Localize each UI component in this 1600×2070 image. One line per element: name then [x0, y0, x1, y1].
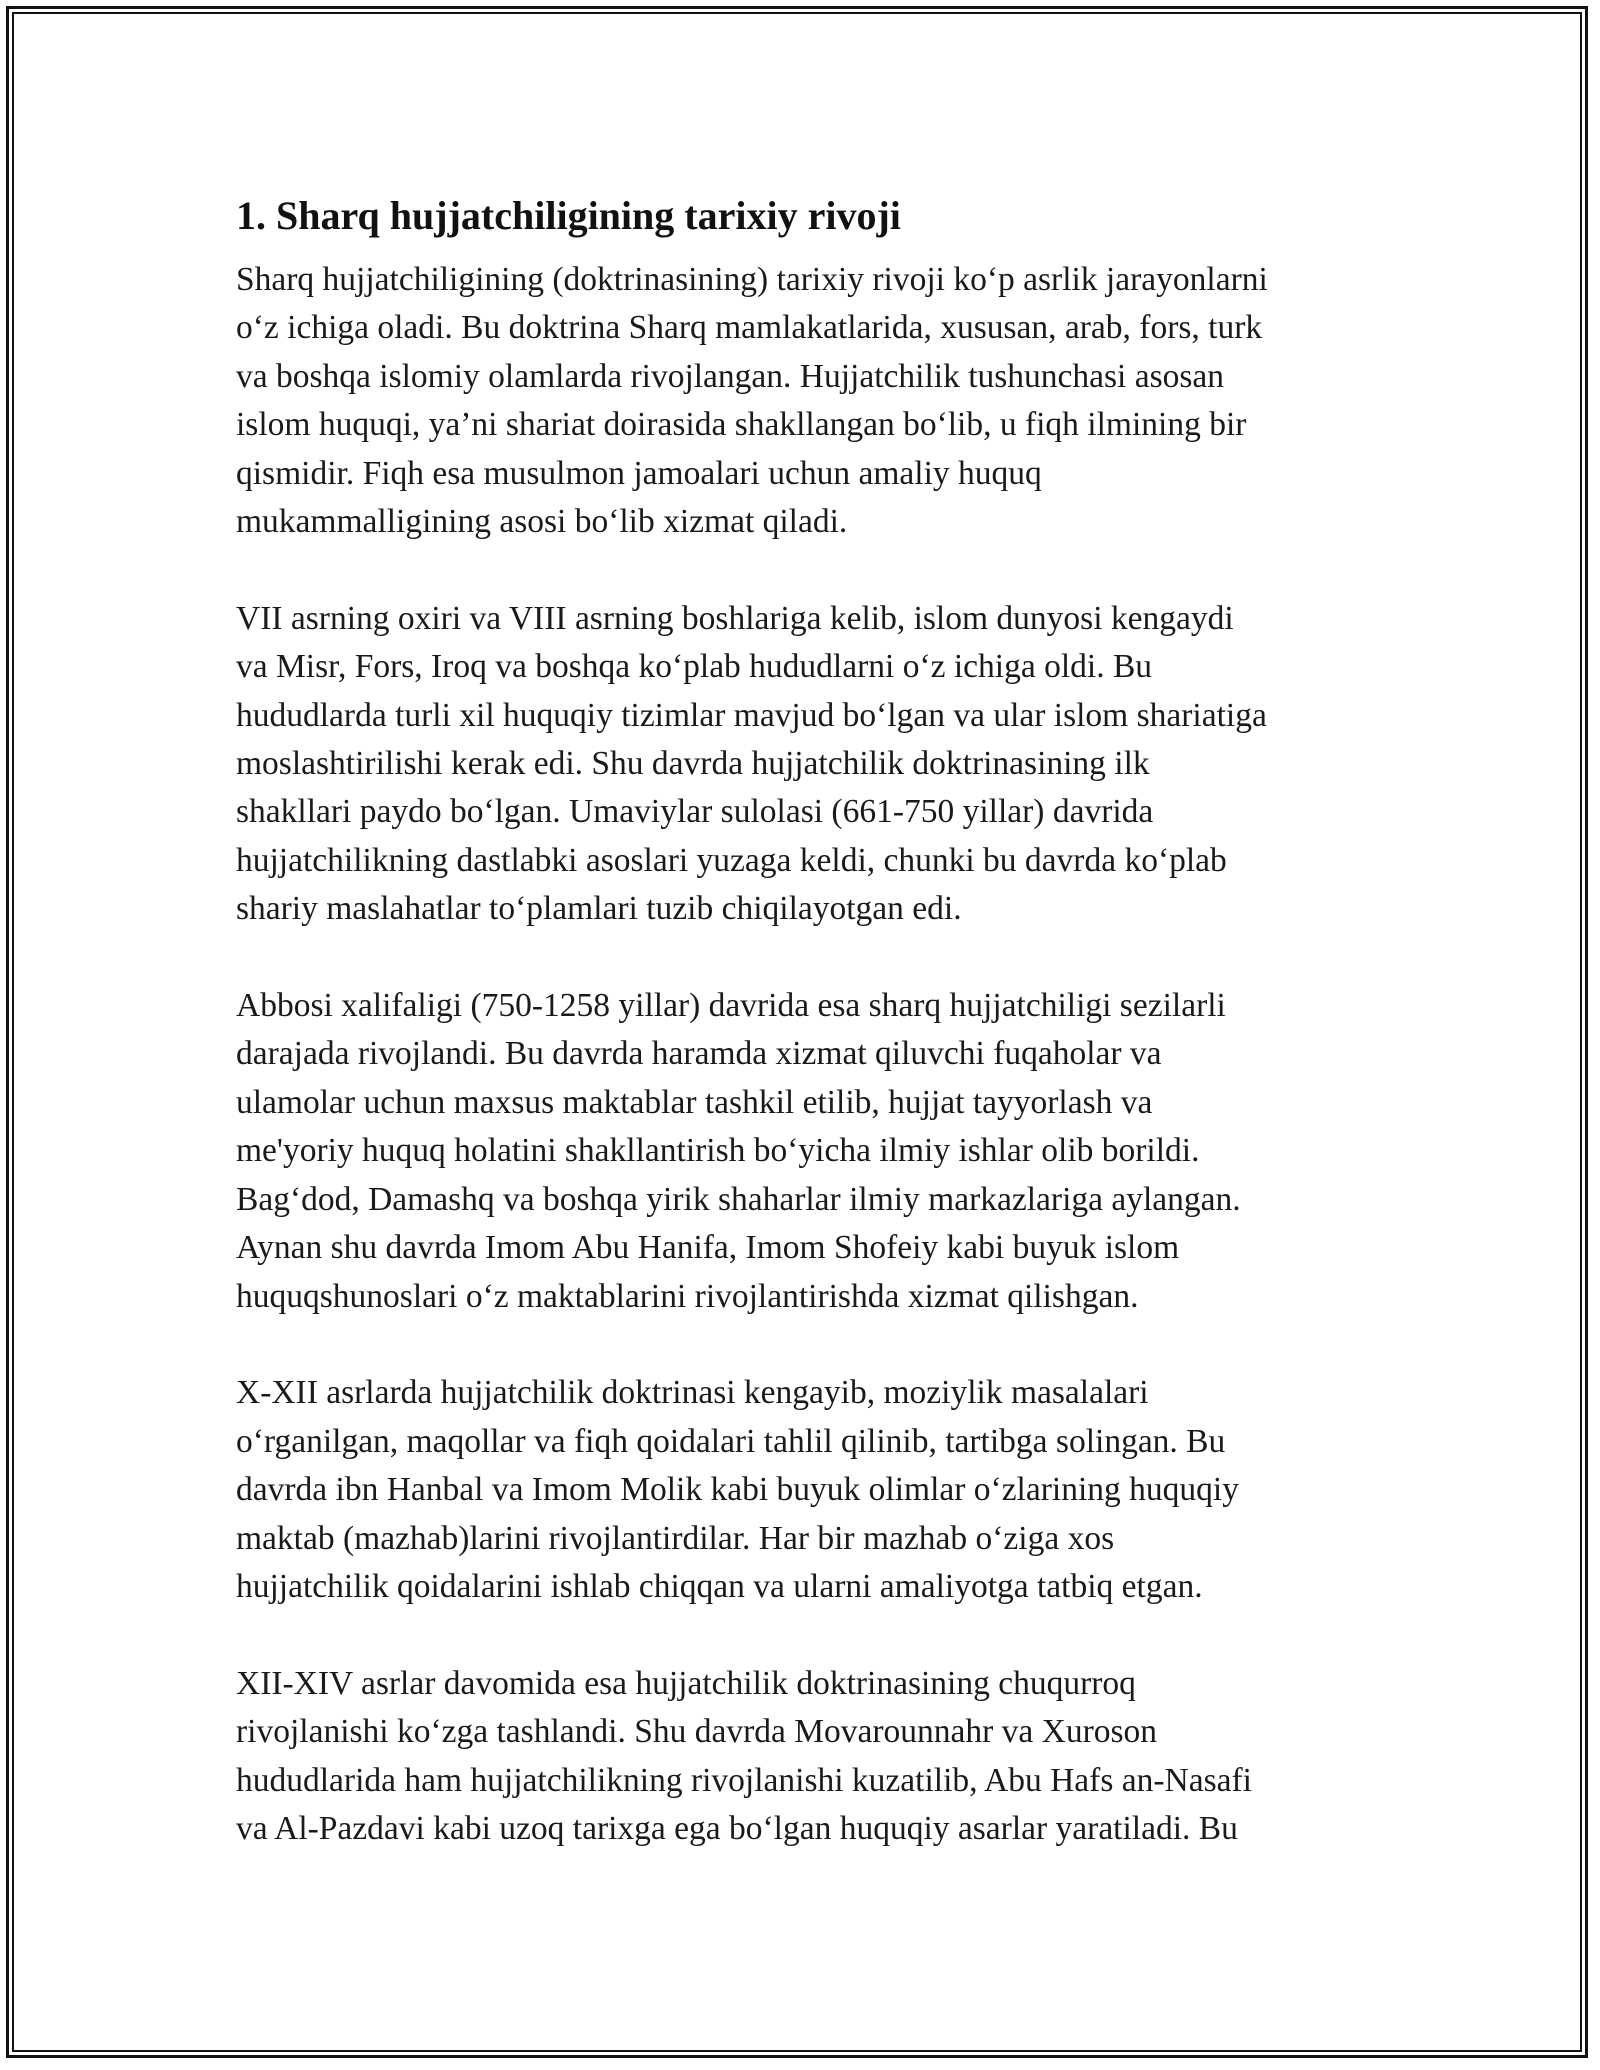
paragraph-list [236, 256, 1366, 1853]
text-line: Aynan shu davrda Imom Abu Hanifa, Imom Shofeiy kabi buyuk islom [236, 1229, 1180, 1267]
body-paragraph [236, 982, 1366, 1321]
text-line: XII-XIV asrlar davomida esa hujjatchilik doktrinasining chuqurroq [236, 1664, 1136, 1702]
text-line: ulamolar uchun maxsus maktablar tashkil etilib, hujjat tayyorlash va [236, 1083, 1153, 1121]
body-paragraph [236, 595, 1366, 934]
text-line: shariy maslahatlar toʻplamlari tuzib chiqilayotgan edi. [236, 890, 962, 928]
text-line: oʻz ichiga oladi. Bu doktrina Sharq mamlakatlarida, xususan, arab, fors, turk [236, 309, 1263, 347]
text-line: qismidir. Fiqh esa musulmon jamoalari uchun amaliy huquq [236, 454, 1042, 492]
text-line: VII asrning oxiri va VIII asrning boshlariga kelib, islom dunyosi kengaydi [236, 599, 1234, 637]
text-line: hujjatchilikning dastlabki asoslari yuzaga keldi, chunki bu davrda koʻplab [236, 841, 1227, 879]
body-paragraph [236, 1660, 1366, 1854]
text-line: rivojlanishi koʻzga tashlandi. Shu davrda Movarounnahr va Xuroson [236, 1713, 1158, 1751]
text-line: huquqshunoslari oʻz maktablarini rivojlantirishda xizmat qilishgan. [236, 1277, 1139, 1315]
text-line: me'yoriy huquq holatini shakllantirish boʻyicha ilmiy ishlar olib borildi. [236, 1132, 1200, 1170]
body-paragraph [236, 256, 1366, 546]
text-line: va Misr, Fors, Iroq va boshqa koʻplab hududlarni oʻz ichiga oldi. Bu [236, 648, 1153, 686]
text-line: hududlarida ham hujjatchilikning rivojlanishi kuzatilib, Abu Hafs an-Nasafi [236, 1761, 1252, 1799]
text-line: hududlarda turli xil huquqiy tizimlar mavjud boʻlgan va ular islom shariatiga [236, 696, 1267, 734]
text-line: X-XII asrlarda hujjatchilik doktrinasi kengayib, moziylik masalalari [236, 1374, 1149, 1412]
text-line: davrda ibn Hanbal va Imom Molik kabi buyuk olimlar oʻzlarining huquqiy [236, 1471, 1239, 1509]
text-line: moslashtirilishi kerak edi. Shu davrda hujjatchilik doktrinasining ilk [236, 745, 1150, 783]
text-line: mukammalligining asosi boʻlib xizmat qiladi. [236, 503, 848, 541]
text-line: Sharq hujjatchiligining (doktrinasining) tarixiy rivoji koʻp asrlik jarayonlarni [236, 261, 1268, 298]
text-line: va boshqa islomiy olamlarda rivojlangan. Hujjatchilik tushunchasi asosan [236, 357, 1225, 395]
body-paragraph [236, 1369, 1366, 1611]
text-line: darajada rivojlandi. Bu davrda haramda xizmat qiluvchi fuqaholar va [236, 1035, 1162, 1073]
text-line: Bagʻdod, Damashq va boshqa yirik shaharlar ilmiy markazlariga aylangan. [236, 1180, 1241, 1218]
text-line: maktab (mazhab)larini rivojlantirdilar. Har bir mazhab oʻziga xos [236, 1519, 1115, 1557]
text-line: oʻrganilgan, maqollar va fiqh qoidalari tahlil qilinib, tartibga solingan. Bu [236, 1422, 1226, 1460]
text-line: va Al-Pazdavi kabi uzoq tarixga ega boʻlgan huquqiy asarlar yaratiladi. Bu [236, 1809, 1238, 1847]
document-body [236, 188, 1366, 1853]
text-line: hujjatchilik qoidalarini ishlab chiqqan va ularni amaliyotga tatbiq etgan. [236, 1567, 1203, 1605]
text-line: islom huquqi, ya’ni shariat doirasida shakllangan boʻlib, u fiqh ilmining bir [236, 406, 1247, 444]
text-line: shakllari paydo boʻlgan. Umaviylar sulolasi (661-750 yillar) davrida [236, 793, 1154, 831]
text-line: Abbosi xalifaligi (750-1258 yillar) davrida esa sharq hujjatchiligi sezilarli [236, 987, 1226, 1025]
section-heading: 1. Sharq hujjatchiligining tarixiy rivoji [236, 193, 901, 238]
